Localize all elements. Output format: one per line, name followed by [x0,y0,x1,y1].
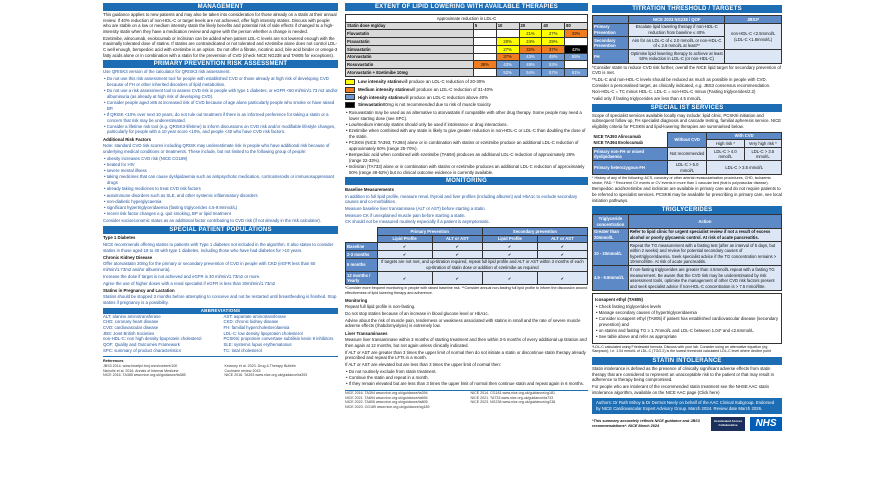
abbreviation: CKD: chronic kidney disease [223,319,279,325]
triglycerides-note: *LDL-C calculated using Friedewald formula. Discuss with your lab. Consider using an alternative equation (eg Sampson), i.e. 1.04 mmol/L of LDL-C (TG/2.2) is the lowest threshold calculated LDL-C level where decline point [592,344,772,354]
cell: LDL-C > 4.0 mmol/L [707,148,744,161]
risk-factor: • obesity increases CVD risk (NICE CG189) [103,156,338,162]
col-header: 20 [519,22,542,30]
legend-text: will produce an LDL-C reduction of 31-40% [409,86,493,92]
col-header: Statin dose mg/day [346,22,474,30]
row-label: 6 months [346,258,378,271]
management-header: MANAGEMENT [103,3,338,11]
reduction-cell [473,45,496,53]
bullet: • PCSK9i (NICE TA393, TA394) alone or in combination with statins or ezetimibe produce an additional LDL-C reduction of approximately 50% (range 25-70%). [345,140,588,151]
col-header: High risk * [707,140,744,148]
risk-factor: • significant hypertriglyceridaemia (fasting triglycerides 4.5-9.9mmol/L) [103,205,338,211]
bullet: • Manage secondary causes of hypertriglyceridaemia [595,310,779,316]
row-label: 10 - 20mmol/L [593,241,629,265]
icosapent-box [592,293,782,344]
titration-notes [592,65,782,102]
reduction-cell: 53% [542,61,565,69]
reference: NICE 2022. TA805 www.nice.org.uk/guidance/ta805 [345,400,428,405]
legend-item [345,79,588,85]
reduction-cell: 54% [519,69,542,77]
monitoring-line: Repeat full lipid profile is non-fasting. [345,304,416,310]
bullet: • Low/medium intensity statins should only be used if intolerance or drug interactions. [345,122,588,128]
additional-risk-title: Additional Risk Factors [103,136,151,142]
icosapent-list [595,304,779,340]
risk-factor: • recent risk factor changes e.g. quit smoking, BP or lipid treatment [103,211,338,217]
reference: Kearney et al. 2023. Drug & Therapy Bulletin [224,363,296,368]
baseline-line: CK should not be measured routinely especially if a patient is asymptomatic. [345,219,490,225]
reduction-cell: 57% [542,69,565,77]
legend-swatch [345,102,355,108]
middle-column [345,3,588,493]
check-icon: ✔ [537,251,587,259]
special-populations-header: SPECIAL PATIENT POPULATIONS [103,226,338,234]
primary-prevention-header: PRIMARY PREVENTION RISK ASSESSMENT [103,60,338,68]
statin-name: Atorvastatin [346,53,474,61]
reduction-cell: 37% [542,45,565,53]
col-header: Very high risk * [744,140,781,148]
col-header: Lipid Profile [377,235,432,243]
reduction-cell [473,69,496,77]
risk-factor: • already taking medicines to treat CVD risk factors [103,186,338,192]
abbreviation: QOF: Quality and Outcomes Framework [103,342,180,348]
reference: NICE 2016. TA394 www.nice.org.uk/guidance/ta394 [345,390,428,395]
reduction-cell [473,30,496,38]
bullet: • Do not use this risk assessment tool for people with established CVD or those already at high risk of developing CVD because of FH or other inherited disorders of lipid metabolism. [103,76,338,87]
row-label: Primary non-FH or mixed dyslipidaemia [593,148,668,161]
bullet: • Do not routinely exclude from statin treatment. [345,369,588,375]
legend-label: Low intensity statins [358,78,402,84]
table-caption: Approximate reduction in LDL-C [346,15,588,23]
check-icon: ✔ [537,243,587,251]
row-label: 4.5 - 9.9mmol/L [593,266,629,290]
reduction-cell: 33% [565,30,588,38]
intolerance-text: Statin intolerance is defined as the presence of clinically significant adverse effects from statin therapy that are considered to represent an unacceptable risk to the patient or that may result in adherence to therapy being compromised. [592,365,775,383]
pregnancy-text: Statins should be stopped 3 months before attempting to conceive and not be restarted until breastfeeding is finished. Stop statins if pregnancy is a possibility. [103,294,337,306]
bullet: • Consider icosapent ethyl (TA805) if patient has established cardiovascular disease (secondary prevention) and [595,316,779,327]
col-header: 40 [542,22,565,30]
legend-label: High intensity statins [358,94,403,100]
reduction-cell [496,30,519,38]
risk-factor-list [103,156,338,217]
titration-note: *valid only if fasting triglycerides are less than 4.5 mmol/L [592,95,702,101]
legend-item [345,87,588,93]
titration-table [592,15,782,64]
abbreviation: JBS: Joint British Societies [103,330,155,336]
reduction-cell: 43% [496,61,519,69]
liver-line: If ALT or AST are greater than 3 times the upper limit of normal then do not initiate a statin or discontinue statin therapy already prescribed and repeat the LFTs in a month. [345,349,586,361]
bullet: • Do not use a risk assessment tool to assess CVD risk in people with type 1 diabetes, or eGFR <60 ml/min/1.73 m2 and/or albuminuria (as already at high risk of developing CVD). [103,88,338,99]
reference: Nicholls et al. 2016. Annals of Internal Medicine [103,368,179,373]
ckd-text: Offer atorvastatin 20mg for the primary or secondary prevention of CVD in people with CKD (eGFR less than 60 ml/min/1.73m2 and/or albuminuria). [103,261,316,273]
reference: NICE 2016. TA385 www.nice.org.uk/guidance/ta385 [103,373,186,378]
cell: LDL-C > 3.5 mmol/L [744,148,781,161]
cell: Aim for an LDL-C of ≤ 2.0 mmol/L or non-HDL-C of ≤ 2.6 mmol/L at least** [629,37,725,50]
check-icon: ✔ [377,243,432,251]
therapy-bullets [345,110,588,175]
monitoring-table [345,227,588,286]
authors-box: Authors: Dr Ruth Milroy & Dr Dermot Neely on behalf of the AAC Clinical Subgroup. Endorsed by NICE Cardiovascular Expert Advisory Group. March 2024. Review date March 2026. [592,398,782,413]
cell: LDL-C > 3.5 mmol/L [707,161,782,174]
reduction-cell: 42% [565,45,588,53]
type1-text: NICE recommends offering statins to patients with Type 1 diabetes not included in the algorithm. It also states to consider statins in those aged 18 to 40 with type 1 diabetes, including those who have had diabetes for >10 years. [103,241,334,253]
statin-name: Pravastatin [346,38,474,46]
reference: NICE 2023. NG238 www.nice.org.uk/guidance/ng238 [470,400,556,405]
check-icon: ✔ [482,243,537,251]
bullet: • If QRISK <10% over next 10 years, do not rule out treatment if there is an informed preference for taking a statin or a concern that risk may be underestimated. [103,112,338,123]
titration-note: Non-HDL-C = TC minus HDL-C. LDL-C = non-HDL-C minus (Fasting triglycerides/2.2) [592,89,756,95]
abbreviation: SPC: summary of product characteristics [103,347,181,353]
abbreviation: non-HDL-C: non high density lipoprotein cholesterol [103,336,202,342]
col-header: 80 [565,22,588,30]
liver-line: Measure liver transaminase within 3 months of starting treatment and then within 3-5 months of every additional up titration and then again at 12 months, but not again unless clinically indicated. [345,337,587,348]
col-header: ALT or AST [537,235,587,243]
nhs-logo: NHS [750,417,782,431]
management-text-2: Ezetimibe, alirocumab, evolocumab or inclisiran can be added when patient LDL-C levels are not lowered enough with the maximally tolerated dose of statins. If statins are contraindicated or not tolerated and ezetimibe alone does not control LDL-C well enough, bempedoic acid with ezetimibe is an option. Do not offer a fibrate, nicotinic acid, bile acid binder or omega-3 fatty acids alone or in combination with a statin for the prevention of CVD (check NICE NG238 and TA805 for exceptions). [103,35,338,58]
row-label: Primary heterozygous-FH [593,161,668,174]
bullet: • Bempedoic acid when combined with ezetimibe (TA694) produces an additional LDL-C reduction of approximately 28% (range 22-33%). [345,152,588,163]
primary-bullets [103,76,338,135]
liver-title: Liver Transaminases [345,330,388,336]
legend-item [345,94,588,100]
liver-line: If ALT or AST are elevated but are less than 3 times the upper limit of normal then: [345,361,501,367]
row-label: Primary Prevention [593,23,629,36]
abbreviation: FH: familial hypercholesterolaemia [223,325,290,331]
cell: LDL-C > 5.0 mmol/L [668,161,707,174]
col-header: Without CVD [668,132,707,147]
monitoring-line: Advise about the risk of muscle pain, tenderness or weakness associated with statins in small and the rate of severe muscle adverse effects (rhabdomyolysis) is extremely low. [345,317,581,329]
extent-header: EXTENT OF LIPID LOWERING WITH AVAILABLE THERAPIES [345,3,588,11]
baseline-line: In addition to full lipid profile, measure renal, thyroid and liver profiles (including albumin) and HbA1c to exclude secondary causes and co-morbidities. [345,193,578,205]
specialist-text: Scope of specialist services available locally may include: lipid clinic, PCSK9i initiation and subsequent follow up, FH specialist diagnosis and cascade testing, familial apheresis service. NICE eligibility criteria for PCSK9i and lipid-lowering therapies are summarised below. [592,112,782,129]
reduction-cell [565,61,588,69]
legend-text: 80mg is not recommended due to risk of muscle toxicity [382,102,491,108]
abbreviation: CHD: coronary heart disease [103,319,159,325]
ckd-title: Chronic Kidney Disease [103,254,153,260]
statin-name: Rosuvastatin [346,61,474,69]
references-list-2 [345,391,588,410]
divider [103,356,338,357]
row-label: Baseline [346,243,378,251]
col-header: NICE 2023 NG238 / QOF [629,16,725,24]
check-icon: ✔ [377,251,432,259]
titration-note: *Consider statin to reduce CVD risk further, overall the NICE lipid target for secondary prevention of CVD is met. [592,64,781,76]
bullet: • on statins and fasting TG ≥ 1.7mmol/L and LDL-C between 1.04* and ≤2.6mmol/L [595,328,779,334]
right-column [592,5,782,493]
reduction-cell: 20% [496,38,519,46]
liver-bullets [345,369,588,387]
monitoring-subtitle: Monitoring [345,297,368,303]
col-header: ALT or AST [432,235,482,243]
risk-factor: • taking medicines that can cause dyslipidaemia such as antipsychotic medication, corticosteroids or immunosuppressant drugs [103,174,338,185]
reduction-cell: 52% [496,69,519,77]
footer-note: *This summary accurately reflects NICE guidance and JBS3 recommendations*. NICE March 2024 [592,418,700,428]
abbreviation: PCSK9i: proprotein convertase subtilisin kexin 9 inhibitors [223,336,334,342]
additional-risk-note: Consider socioeconomic status as an additional factor contributing to CVD risk (if not already in the risk calculator). [103,218,322,224]
legend-text: will produce an LDL-C reduction of 20-30% [401,78,486,84]
check-icon: ✔ [482,251,537,259]
ckd-text: Agree the use of higher doses with a renal specialist if eGFR is less than 30ml/min/1.73m2 [103,280,276,286]
titration-note: **LDL-C and non-HDL-C levels should be reduced as much as possible in people with CVD. Consider a personalised target, as clinically indicated, e.g. JBS3 consensus recommendation. [592,76,771,88]
statin-name: Atorvastatin + Ezetimibe 10mg [346,69,474,77]
risk-factor: • non-diabetic hyperglycaemia [103,199,338,205]
reduction-cell: 38% [473,61,496,69]
reduction-cell: 37% [496,53,519,61]
left-column [103,3,338,493]
primary-intro: Use QRISK3 version of the calculator for QRISK3 risk assessment. [103,69,231,75]
references-title: References [103,358,124,363]
ta-label: NICE TA393 Alirocumab [593,134,641,140]
col-header: Lipid Profile [482,235,537,243]
type1-title: Type 1 Diabetes [103,235,136,241]
check-icon: ✔ [537,272,587,285]
check-icon: ✔ [482,272,537,285]
specialist-header: SPECIAL IST SERVICES [592,104,782,112]
cell: Not recommended [668,148,707,161]
reference: NICE 2021. TA694 www.nice.org.uk/guidance/ta694 [345,395,428,400]
intensity-legend [345,79,588,108]
baseline-text [345,194,588,225]
baseline-line: Measure CK if unexplained muscle pain before starting a statin. [345,212,466,218]
risk-factor: • autoimmune disorders such as SLE, and other systemic inflammatory disorders [103,193,338,199]
cell: Escalate lipid lowering therapy if non-HDL-C reduction from baseline ≤ 40% [629,23,725,36]
cell: If non-fasting triglycerides are greater than 4.5mmol/L repeat with a fasting TG measurement. Be aware that the CVD risk may be underestimated by risk assessment tools, optimise the management of other CVD risk factors present and seek specialist advice if non-HDL-C concentration is > 7.5 mmol/litre. [628,266,781,290]
reduction-cell: 29% [542,38,565,46]
risk-factor: • treated for HIV [103,162,338,168]
row-label: 12 months / Yearly [346,272,378,285]
titration-header: TITRATION THRESHOLD / TARGETS [592,5,782,13]
bullet: • Consider people aged ≥85 at increased risk of CVD because of age alone particularly people who smoke or have raised BP. [103,100,338,111]
abbreviation: TC: total cholesterol [223,347,262,353]
reference: Cochrane review 2015 [224,368,261,373]
legend-label: Simvastatin [358,102,383,108]
baseline-title: Baseline Measurements [345,186,394,192]
reduction-cell: 27% [542,30,565,38]
jbs3-target: non-HDL-C <2.5mmol/L (LDL-C <1.8mmol/L) [725,23,782,50]
table-row [346,61,588,69]
check-icon: ✔ [432,272,482,285]
intolerance-link-text[interactable]: For people who are intolerant of the recommended statin treatment see the NHSE AAC statin intolerance algorithm, available on the NICE AAC page (Click here) [592,383,769,395]
pregnancy-title: Statins in Pregnancy and Lactation [103,287,175,293]
liver-text [345,337,588,367]
bullet: • Consider a lifetime risk tool (e.g. QRISK3-lifetime) to inform discussions on CVD risk and/or modifiable lifestyle changes, particularly for people with a 10 year score <10%, and people <40 who have CVD risk factors. [103,124,338,135]
bullet: • Ezetimibe when combined with any statin is likely to give greater reduction in non-HDL-C or LDL-C than doubling the dose of the statin. [345,128,588,139]
table-row [346,38,588,46]
bullet: • Rosuvastatin may be used as an alternative to atorvastatin if compatible with other drug therapy. Some people may need a lower starting dose (see SPC). [345,110,588,121]
reduction-cell [473,38,496,46]
col-header [593,16,629,24]
reference: NICE 2023. CG189 www.nice.org.uk/guidance/cg189 [345,405,430,409]
reduction-cell [565,38,588,46]
legend-text: will produce an LDL-C reduction above 40% [402,94,489,100]
legend-swatch [345,94,355,100]
triglycerides-header: TRIGLYCERIDES [592,206,782,214]
abbreviation: AST: aspartate aminotransferase [223,313,287,319]
specialist-note: * History of any of the following: ACS, coronary or other arterial revascularisation procedures, CHD, ischaemic stroke, PAD. * Recurrent CV events or CV events in more than 1 vascular bed (that is polyvascular disease). [592,175,772,185]
reduction-cell: 49% [542,53,565,61]
reduction-cell [473,53,496,61]
risk-factor: • severe mental illness [103,168,338,174]
specialist-note-2: Bempedoic acid/ezetimibe and inclisiran are available in primary care and do not require patients to be referred to specialist services. PCSK9i may be available for prescribing in primary care, see local initiation pathways. [592,186,782,203]
check-icon: ✔ [432,243,482,251]
reduction-cell: 27% [496,45,519,53]
pcsk9-table [592,132,782,175]
col-header: With CVD [707,132,782,140]
reference: NICE 2021. TA733 www.nice.org.uk/guidance/ta733 [470,395,554,400]
table-row [346,45,588,53]
check-icon: ✔ [377,272,432,285]
bullet: • See table above and refer as appropriate [595,334,779,340]
legend-label: Medium intensity statins [358,86,410,92]
abbreviations-header: ABBREVIATIONS [103,308,338,314]
additional-risk-intro: Note: standard CVD risk scores including QRISK may underestimate risk in people who have additional risk because of underlying medical conditions or treatments. These include, but not limited to the following group of people: [103,143,330,154]
reduction-cell: 21% [519,30,542,38]
group-header: Primary Prevention [377,227,482,235]
col-header: JBS3* [725,16,782,24]
reduction-cell: 48% [519,61,542,69]
row-label: 2-3 months [346,251,378,259]
bullet: • Check fasting triglycerides levels [595,304,779,310]
cell: Optimise lipid lowering therapy to achieve at least 50% reduction in LDL-C (or non-HDL-C) [629,50,725,63]
row-label: Greater than 20mmol/L [593,228,629,241]
bullet: • Inclisiran (TA733) alone or in combination with statins or ezetimibe produces an additional LDL-C reduction of approximately 50% (range 48-52%) but no clinical outcome evidence is currently available. [345,164,588,175]
merged-note: If targets are not met, and up-titration required, repeat full lipid profile and ALT or AST within 3 months of each up-titration of statin dose or addition of ezetimibe as required [377,258,587,271]
col-header: 10 [496,22,519,30]
monitoring-header: MONITORING [345,177,588,185]
reduction-cell: 61% [565,69,588,77]
row-label: FH [593,50,629,63]
table-row [346,69,588,77]
intolerance-header: STATIN INTOLERANCE [592,357,782,365]
reduction-cell: 24% [519,38,542,46]
statin-name: Simvastatin [346,45,474,53]
baseline-line: Measure baseline liver transaminase (ALT or AST) before starting a statin. [345,205,486,211]
references-list [103,364,338,378]
abbreviations-list [103,314,338,354]
abbreviation: ALT: alanine aminotransferase [103,313,161,319]
monitoring-text [345,304,588,329]
monitoring-note: *Consider more frequent monitoring in people with raised baseline risk. **Consider annual non-fasting full lipid profile to inform the discussion around effectiveness of lipid lowering therapy and adherence. [345,286,588,296]
statin-name: Fluvastatin [346,30,474,38]
abbreviation: SLE: systemic lupus erythematosus [223,342,292,348]
reduction-cell: 43% [519,53,542,61]
statin-reduction-table [345,14,588,77]
col-header: Triglyceride concentration [593,215,629,228]
icosapent-title: Icosapent ethyl (TA805) [595,297,643,303]
reduction-cell: 55% [565,53,588,61]
bullet: • Continue the statin and repeat in a month. [345,375,588,381]
legend-swatch [345,87,355,93]
reference: JBS3 2014. www.heartjnl.bmj.com/content/100 [103,363,178,368]
check-icon: ✔ [432,251,482,259]
abbreviation: LDL-C: low density lipoprotein cholesterol [223,330,303,336]
triglycerides-table [592,214,782,290]
management-text: This guidance applies to new patients and may also be taken into consideration for those already on a statin at their annual review. If 40% reduction of non-HDL-C or target levels are not achieved, offer high intensity statins. Discuss with people who are stable on a low or medium intensity statin the likely benefits and potential risk of side effects if changed to a high-intensity statin when they have a medication review and agree with the person whether a change is needed. [103,12,337,35]
footer [592,417,782,431]
col-header: Action [628,215,781,228]
reference: NICE 2016. TA393 www.nice.org.uk/guidance/ta393 [224,373,308,378]
legend-item [345,102,588,108]
ckd-text: Increase the dose if target is not achieved and eGFR is 30 ml/min/1.73m2 or more. [103,273,261,279]
cell: Repeat the TG measurement with a fasting test (after an interval of 5 days, but within 2 weeks) and review for potential secondary causes of hypertriglyceridaemia. Seek specialist advice if the TG concentration remains > 10mmol/litre. At risk of acute pancreatitis. [628,241,781,265]
abbreviation: CVD: cardiovascular disease [103,325,159,331]
aac-logo: Accelerated Access Collaborative [711,417,745,431]
group-header: Secondary prevention [482,227,587,235]
monitoring-line: Do not stop statins because of an increase in blood glucose level or HbA1c. [345,311,489,317]
reference: NICE 2014. CG181 www.nice.org.uk/guidance/cg181 [470,390,556,395]
col-header: 5 [473,22,496,30]
row-label: Secondary Prevention [593,37,629,50]
legend-swatch [345,79,355,85]
cell: Refer to lipid clinic for urgent specialist review if not a result of excess alcohol or poorly glycaemic control. At risk of acute pancreatitis. [628,228,781,241]
table-row [346,30,588,38]
table-row [346,53,588,61]
bullet: • If they remain elevated but are less than 3 times the upper limit of normal then continue statin and repeat again in 6 months. [345,381,588,387]
ta-label: NICE TA394 Evolocumab [593,139,643,145]
reduction-cell: 32% [519,45,542,53]
